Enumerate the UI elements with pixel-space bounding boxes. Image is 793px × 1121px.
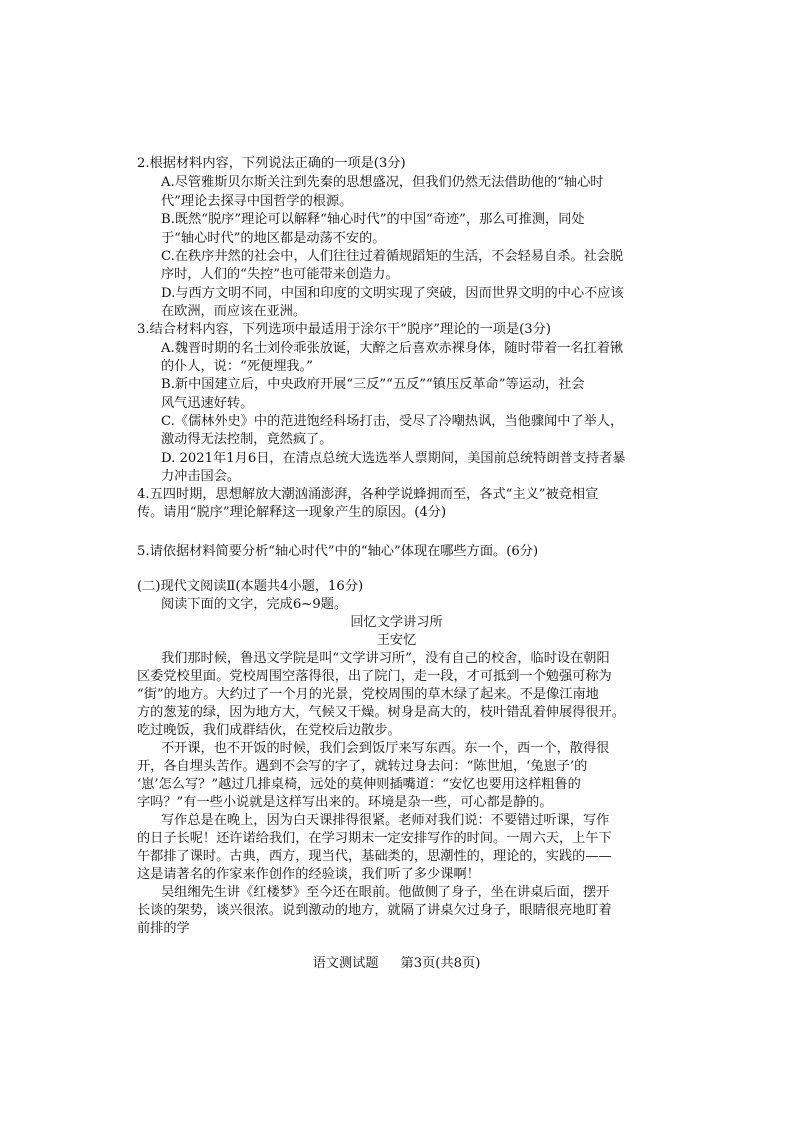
footer-page-number: 第3页(共8页) [400,956,481,971]
q3-option-d-line2: 力冲击国会。 [161,469,241,484]
q3-option-a-line1: A.魏晋时期的名士刘伶乖张放诞，大醉之后喜欢赤裸身体，随时带着一名扛着锹 [161,341,624,356]
question-4-line1: 4.五四时期，思想解放大潮汹涌澎湃，各种学说蜂拥而至，各式“主义”被竞相宣 [137,487,599,502]
paragraph-4-line3: 前排的学 [137,921,190,936]
section-heading: (二)现代文阅读Ⅱ(本题共4小题，16分) [137,579,364,594]
q2-option-a-line2: 代”理论去探寻中国哲学的根源。 [161,194,353,209]
q3-option-b-line1: B.新中国建立后，中央政府开展“三反”“五反”“镇压反革命”等运动，社会 [161,377,585,392]
q3-option-b-line2: 风气迅速好转。 [161,396,254,411]
q2-option-c-line1: C.在秩序井然的社会中，人们往往过着循规蹈矩的生活，不会轻易自杀。社会脱 [161,249,624,264]
paragraph-2-line2: 开，各自埋头苦作。遇到不会写的字了，就转过身去问：“陈世旭，‘兔崽子’的 [137,759,588,774]
q3-option-c-line1: C.《儒林外史》中的范进饱经科场打击，受尽了冷嘲热讽，当他骤闻中了举人， [161,414,624,429]
paragraph-1-line5: 吃过晚饭，我们成群结伙，在党校后边散步。 [137,723,401,738]
question-4-line2: 传。请用“脱序”理论解释这一现象产生的原因。(4分) [137,505,447,520]
paragraph-1-line4: 方的葱茏的绿，因为地方大，气候又干燥。树身是高大的，枝叶错乱着伸展得很开。 [137,705,625,720]
paragraph-3-line2: 的日子长呢！还许诺给我们，在学习期末一定安排写作的时间。一周六天，上午下 [137,831,612,846]
article-author: 王安忆 [376,633,417,648]
paragraph-2-line3: ‘崽’怎么写？”越过几排桌椅，远处的莫伸则插嘴道：“安忆也要用这样粗鲁的 [137,777,581,792]
q2-option-c-line2: 序时，人们的“失控”也可能带来创造力。 [161,267,399,282]
paragraph-4-line1: 吴组缃先生讲《红楼梦》至今还在眼前。他做侧了身子，坐在讲桌后面，摆开 [161,885,610,900]
footer-subject: 语文测试题 [312,956,379,971]
paragraph-4-line2: 长谈的架势，谈兴很浓。说到激动的地方，就隔了讲桌欠过身子，眼睛很亮地盯着 [137,903,612,918]
question-5: 5.请依据材料简要分析“轴心时代”中的“轴心”体现在哪些方面。(6分) [137,544,539,559]
q3-option-c-line2: 激动得无法控制，竟然疯了。 [161,432,333,447]
paragraph-1-line3: “街”的地方。大约过了一个月的光景，党校周围的草木绿了起来。不是像江南地 [137,687,599,702]
q3-option-d-line1: D. 2021年1月6日，在清点总统大选选举人票期间，美国前总统特朗普支持者暴 [161,451,626,466]
paragraph-1-line2: 区委党校里面。党校周围空落得很，出了院门，走一段，才可抵到一个勉强可称为 [137,669,612,684]
paragraph-3-line1: 写作总是在晚上，因为白天课排得很紧。老师对我们说：不要错过听课，写作 [161,813,610,828]
section-instruction: 阅读下面的文字，完成6~9题。 [161,597,348,612]
paragraph-1-line1: 我们那时候，鲁迅文学院是叫“文学讲习所”，没有自己的校舍，临时设在朝阳 [161,651,610,666]
q3-option-a-line2: 的仆人，说：“死便埋我。” [161,359,313,374]
q2-option-b-line1: B.既然“脱序”理论可以解释“轴心时代”的中国“奇迹”，那么可推测，同处 [161,212,585,227]
paragraph-2-line4: 字吗？”有一些小说就是这样写出来的。环境是杂一些，可心都是静的。 [137,795,553,810]
paragraph-2-line1: 不开课，也不开饭的时候，我们会到饭厅来写东西。东一个，西一个，散得很 [161,741,610,756]
paragraph-3-line4: 这是请著名的作家来作创作的经验谈，我们听了多少课啊！ [137,867,480,882]
page-footer [0,955,793,973]
paragraph-3-line3: 午都排了课时。古典，西方，现当代，基础类的，思潮性的，理论的，实践的—— [137,849,612,864]
article-title: 回忆文学讲习所 [350,615,443,630]
question-3-stem: 3.结合材料内容，下列选项中最适用于涂尔干“脱序”理论的一项是(3分) [137,322,551,337]
question-2-stem: 2.根据材料内容，下列说法正确的一项是(3分) [137,156,406,171]
q2-option-d-line1: D.与西方文明不同，中国和印度的文明实现了突破，因而世界文明的中心不应该 [161,286,624,301]
q2-option-d-line2: 在欧洲，而应该在亚洲。 [161,304,307,319]
q2-option-b-line2: 于“轴心时代”的地区都是动荡不安的。 [161,231,386,246]
q2-option-a-line1: A.尽管雅斯贝尔斯关注到先秦的思想盛况，但我们仍然无法借助他的“轴心时 [161,175,604,190]
